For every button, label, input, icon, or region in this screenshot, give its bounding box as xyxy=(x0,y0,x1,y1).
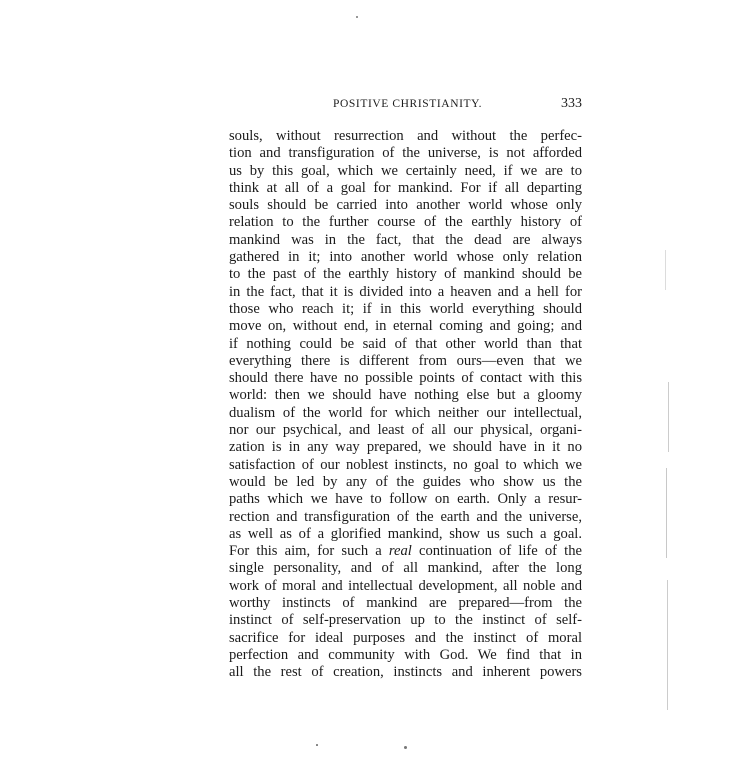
text-line: rection and transfiguration of the earth and the universe, xyxy=(229,508,582,525)
text-line: to the past of the earthly history of mankind should be xyxy=(229,266,582,283)
page-edge-shadow xyxy=(667,580,668,710)
text-line: paths which we have to follow on earth. Only a resur- xyxy=(229,491,582,508)
page-edge-shadow xyxy=(668,382,669,452)
body-text xyxy=(229,128,582,682)
text-line: gathered in it; into another world whose only relation xyxy=(229,249,582,266)
text-line: work of moral and intellectual development, all noble and xyxy=(229,577,582,594)
text-line: everything there is different from ours—even that we xyxy=(229,352,582,369)
text-line: if nothing could be said of that other world than that xyxy=(229,335,582,352)
text-line: dualism of the world for which neither our intellectual, xyxy=(229,404,582,421)
text-line: relation to the further course of the earthly history of xyxy=(229,214,582,231)
text-line: all the rest of creation, instincts and inherent powers xyxy=(229,664,582,681)
paper-speck xyxy=(404,746,407,749)
page-edge-shadow xyxy=(666,468,667,558)
text-line: single personality, and of all mankind, after the long xyxy=(229,560,582,577)
text-line: move on, without end, in eternal coming and going; and xyxy=(229,318,582,335)
running-head xyxy=(229,98,582,116)
text-line: souls, without resurrection and without the perfec- xyxy=(229,128,582,144)
text-line: should there have no possible points of contact with this xyxy=(229,370,582,387)
text-line: For this aim, for such a real continuation of life of the xyxy=(229,543,582,560)
text-line: mankind was in the fact, that the dead are always xyxy=(229,231,582,248)
text-line: nor our psychical, and least of all our physical, organi- xyxy=(229,422,582,439)
paper-speck xyxy=(356,16,358,18)
page-number: 333 xyxy=(561,96,582,111)
emphasized-word: real xyxy=(388,543,412,560)
text-line: in the fact, that it is divided into a heaven and a hell for xyxy=(229,283,582,300)
text-line: would be led by any of the guides who show us the xyxy=(229,473,582,490)
text-line: as well as of a glorified mankind, show us such a goal. xyxy=(229,525,582,542)
text-line: those who reach it; if in this world everything should xyxy=(229,300,582,317)
text-line: instinct of self-preservation up to the instinct of self- xyxy=(229,612,582,629)
text-line: sacrifice for ideal purposes and the instinct of moral xyxy=(229,629,582,646)
paper-speck xyxy=(316,744,318,746)
text-line: souls should be carried into another world whose only xyxy=(229,197,582,214)
text-line: tion and transfiguration of the universe, is not afforded xyxy=(229,145,582,162)
text-line: us by this goal, which we certainly need, if we are to xyxy=(229,162,582,179)
text-line: satisfaction of our noblest instincts, no goal to which we xyxy=(229,456,582,473)
text-line: worthy instincts of mankind are prepared—from the xyxy=(229,595,582,612)
text-line: think at all of a goal for mankind. For if all departing xyxy=(229,179,582,196)
running-title: POSITIVE CHRISTIANITY. xyxy=(333,98,483,110)
page-edge-shadow xyxy=(665,250,666,290)
text-line: zation is in any way prepared, we should have in it no xyxy=(229,439,582,456)
text-line: perfection and community with God. We find that in xyxy=(229,646,582,663)
text-line: world: then we should have nothing else but a gloomy xyxy=(229,387,582,404)
